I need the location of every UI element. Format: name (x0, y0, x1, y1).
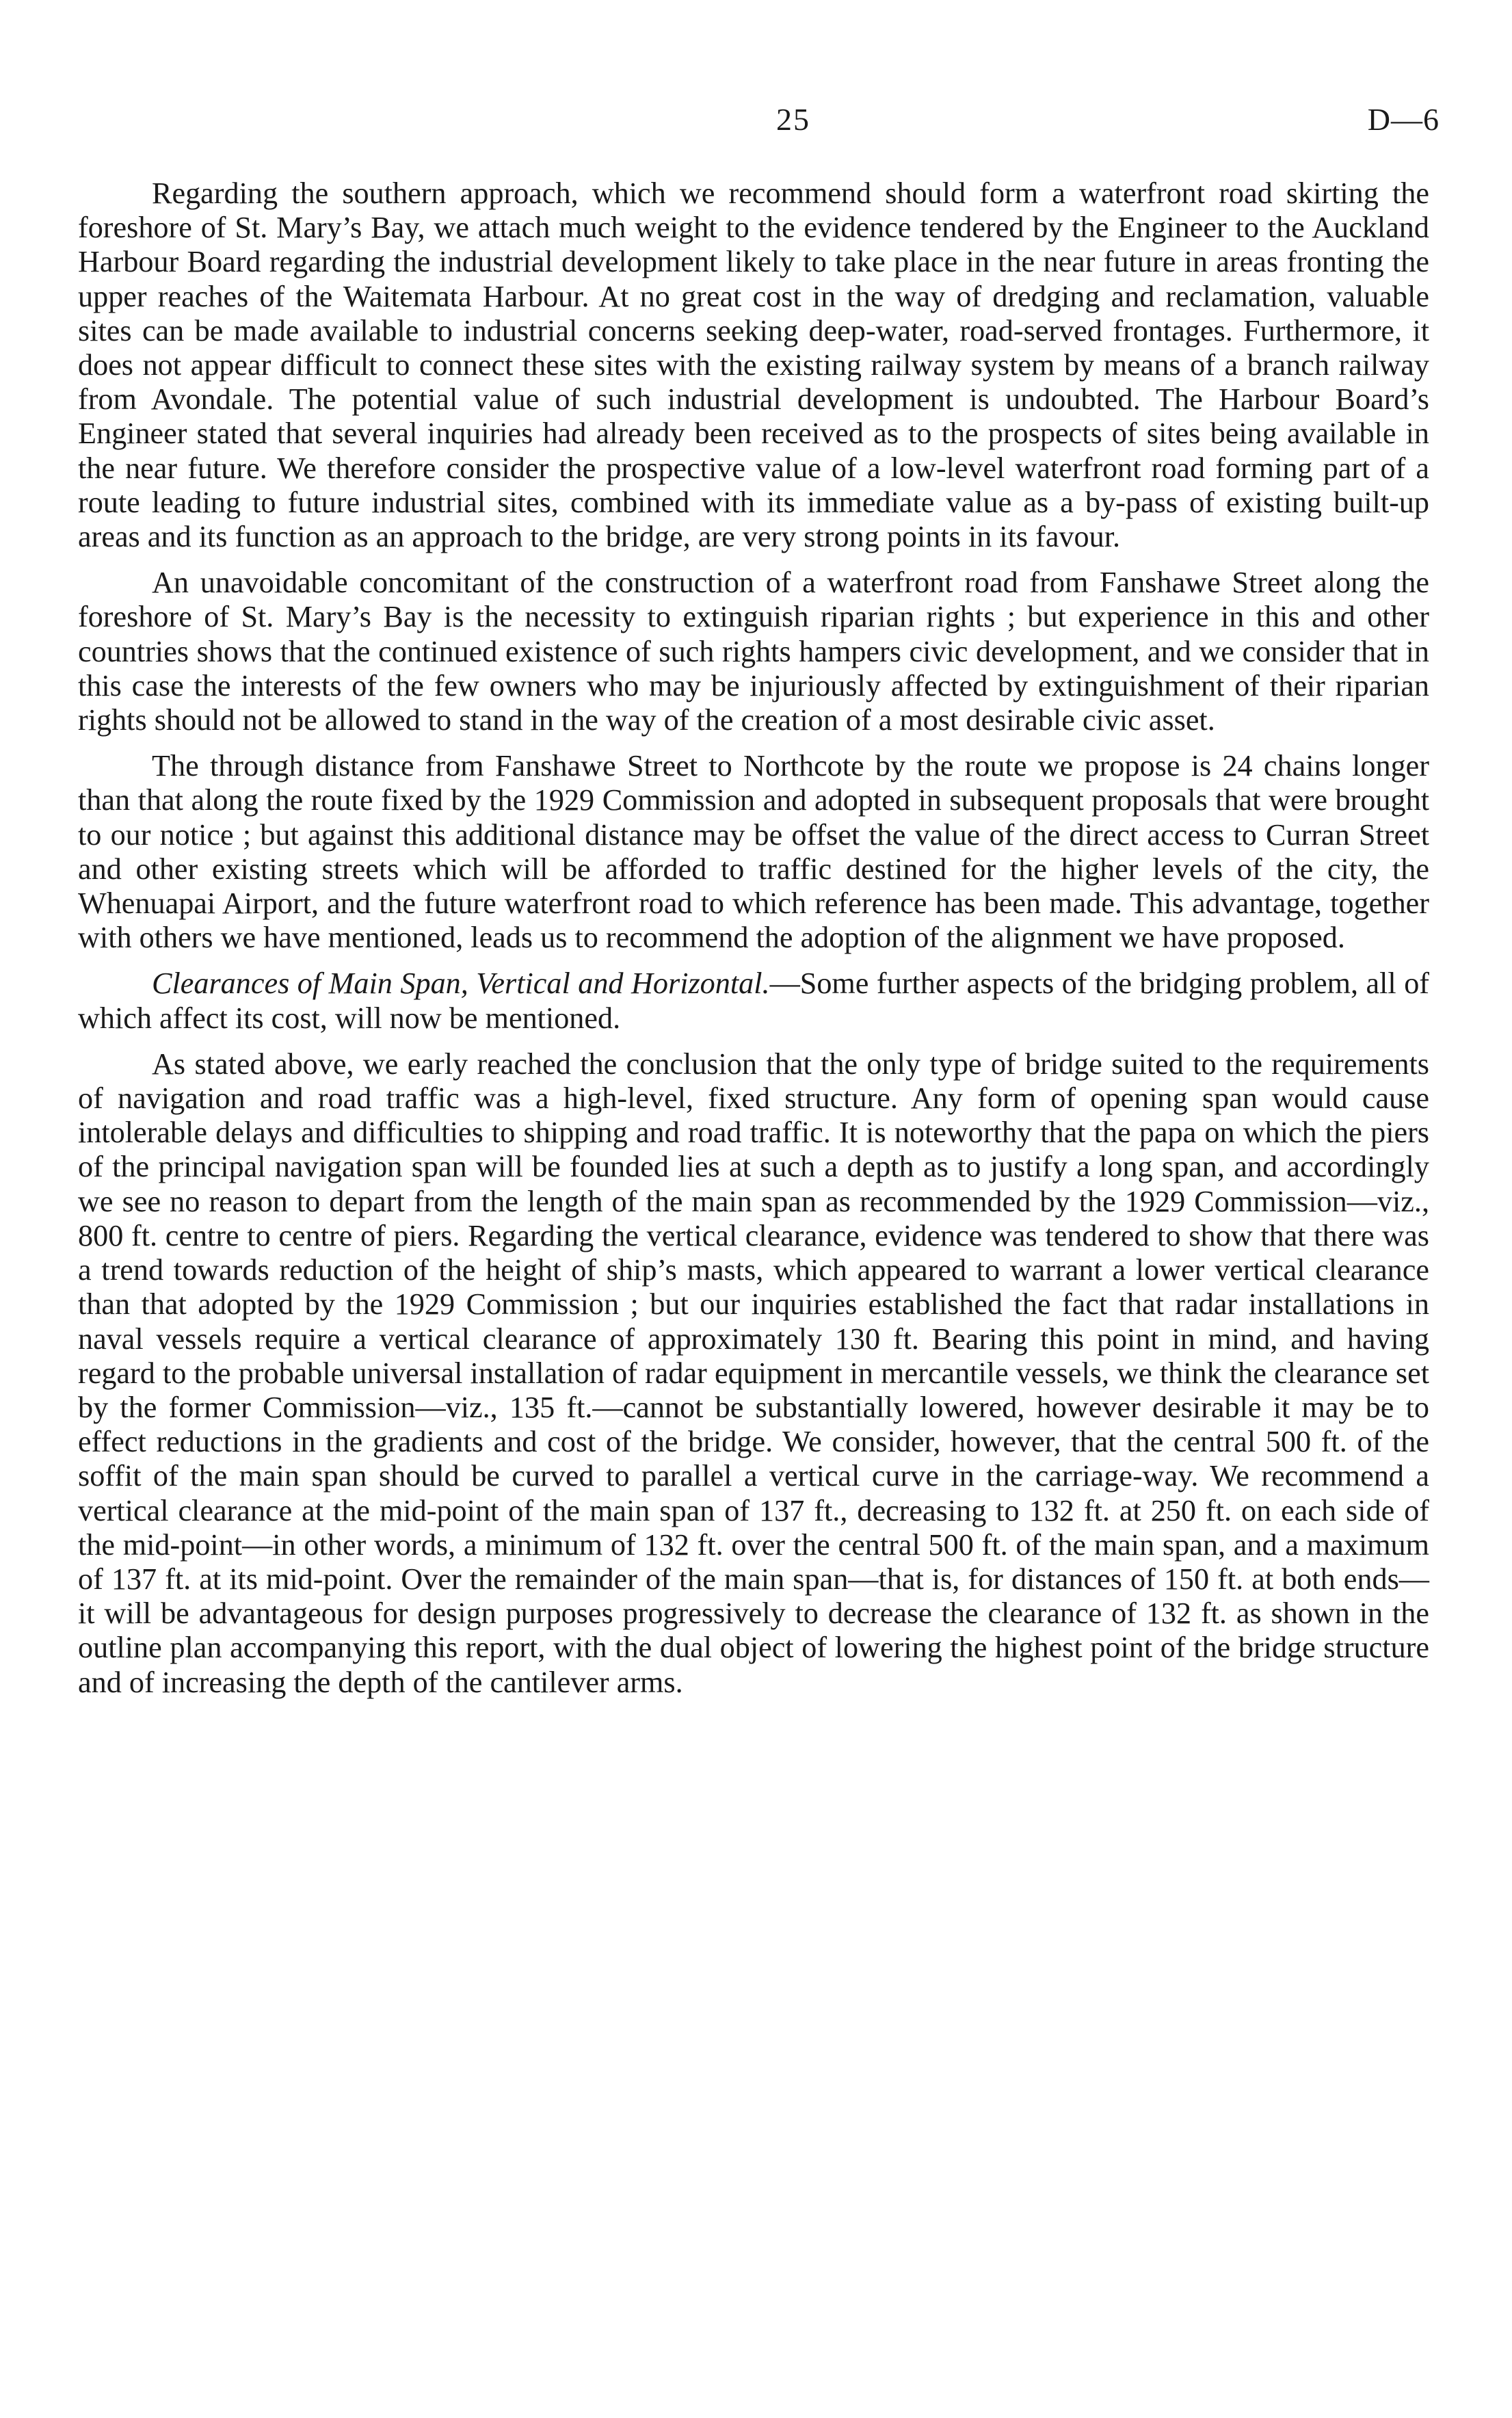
body-text (78, 176, 1429, 1700)
paragraph-riparian-rights (78, 566, 1429, 737)
paragraph-text: As stated above, we early reached the conclusion that the only type of bridge suited to the requirements of navigation and road traffic was a high-level, fixed structure. Any form of opening span would cause intolerable delays and difficulties to shipping and road traffic. It is noteworthy that the papa on which the piers of the principal navigation span will be founded lies at such a depth as to justify a long span, and accordingly we see no reason to depart from the length of the main span as recommended by the 1929 Commission—viz., 800 ft. centre to centre of piers. Regarding the vertical clearance, evidence was tendered to show that there was a trend towards reduction of the height of ship’s masts, which appeared to warrant a lower vertical clearance than that adopted by the 1929 Commission ; but our inquiries established the fact that radar installations in naval vessels require a vertical clearance of approximately 130 ft. Bearing this point in mind, and having regard to the probable universal installation of radar equipment in mercantile vessels, we think the clearance set by the former Commission—viz., 135 ft.—cannot be substantially lowered, however desirable it may be to effect reductions in the gradients and cost of the bridge. We consider, however, that the central 500 ft. of the soffit of the main span should be curved to parallel a vertical curve in the carriage-way. We recommend a vertical clearance at the mid-point of the main span of 137 ft., decreasing to 132 ft. at 250 ft. on each side of the mid-point—in other words, a minimum of 132 ft. over the central 500 ft. of the main span, and a maximum of 137 ft. at its mid-point. Over the remainder of the main span—that is, for distances of 150 ft. at both ends—it will be advantageous for design purposes progressively to decrease the clearance of 132 ft. as shown in the outline plan accompanying this report, with the dual object of lowering the highest point of the bridge structure and of increasing the depth of the cantilever arms. (78, 1047, 1429, 1699)
page-header (82, 101, 1440, 156)
page-number: 25 (776, 102, 810, 137)
paragraph-text: An unavoidable concomitant of the construction of a waterfront road from Fanshawe Street along the foreshore of St. Mary’s Bay is the necessity to extinguish riparian rights ; but experience in this and other countries shows that the continued existence of such rights hampers civic development, and we consider that in this case the interests of the few owners who may be injuriously affected by extinguishment of their riparian rights should not be allowed to stand in the way of the creation of a most desirable civic asset. (78, 566, 1429, 737)
section-run-in-heading: Clearances of Main Span, Vertical and Horizontal. (152, 967, 770, 1001)
document-reference: D—6 (1367, 102, 1440, 137)
paragraph-text: —Some further aspects of the bridging problem, all of which affect its cost, will now be mentioned. (78, 967, 1429, 1035)
paragraph-main-span-clearance (78, 1047, 1429, 1700)
paragraph-clearances-heading (78, 967, 1429, 1035)
paragraph-text: The through distance from Fanshawe Street to Northcote by the route we propose is 24 chains longer than that along the route fixed by the 1929 Commission and adopted in subsequent proposals that were brought to our notice ; but against this additional distance may be offset the value of the direct access to Curran Street and other existing streets which will be afforded to traffic destined for the higher levels of the city, the Whenuapai Airport, and the future waterfront road to which reference has been made. This advantage, together with others we have mentioned, leads us to recommend the adoption of the alignment we have proposed. (78, 749, 1429, 955)
paragraph-through-distance (78, 749, 1429, 955)
paragraph-southern-approach (78, 176, 1429, 554)
paragraph-text: Regarding the southern approach, which we recommend should form a waterfront road skirting the foreshore of St. Mary’s Bay, we attach much weight to the evidence tendered by the Engineer to the Auckland Harbour Board regarding the industrial development likely to take place in the near future in areas fronting the upper reaches of the Waitemata Harbour. At no great cost in the way of dredging and reclamation, valuable sites can be made available to industrial concerns seeking deep-water, road-served frontages. Furthermore, it does not appear difficult to connect these sites with the existing railway system by means of a branch railway from Avondale. The potential value of such industrial development is undoubted. The Harbour Board’s Engineer stated that several inquiries had already been received as to the prospects of sites being available in the near future. We therefore consider the prospective value of a low-level waterfront road forming part of a route leading to future industrial sites, combined with its immediate value as a by-pass of existing built-up areas and its function as an approach to the bridge, are very strong points in its favour. (78, 176, 1429, 554)
